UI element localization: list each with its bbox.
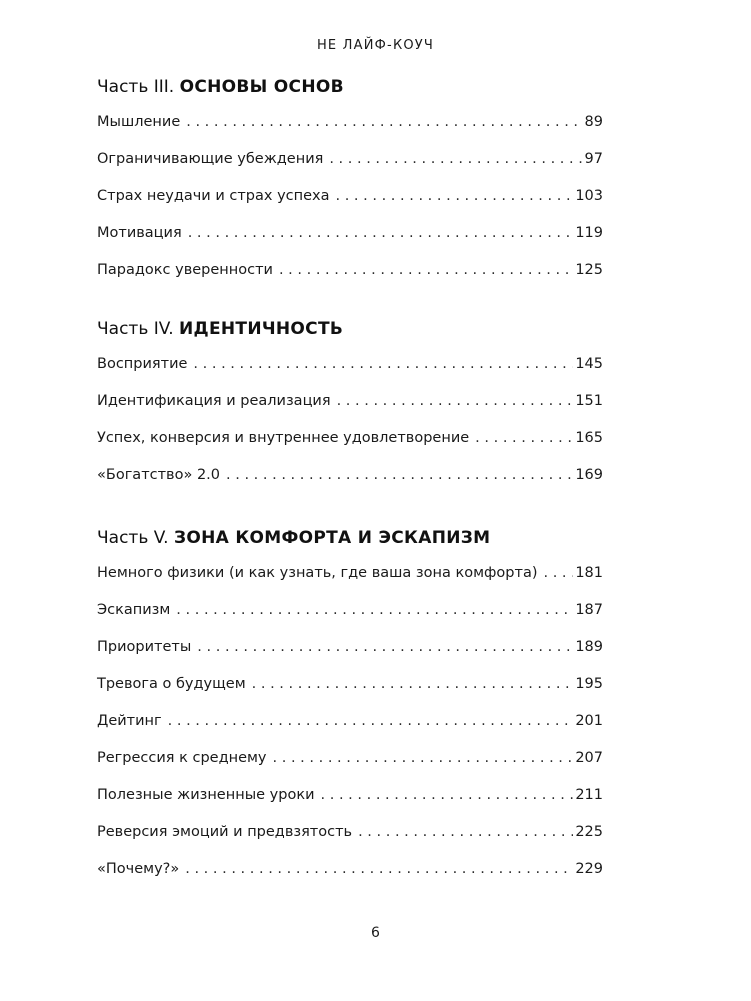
entry-title: Восприятие [97,356,188,372]
entry-page-number: 195 [575,676,603,692]
dot-leader [197,637,573,657]
toc-entry[interactable] [97,785,603,822]
toc-entry[interactable] [97,112,603,149]
dot-leader [273,748,574,768]
entry-page-number: 103 [575,188,603,204]
entry-page-number: 181 [575,565,603,581]
entry-page-number: 151 [575,393,603,409]
dot-leader [321,785,574,805]
dot-leader [168,711,574,731]
toc-entry[interactable] [97,600,603,637]
dot-leader [188,223,574,243]
toc-entry[interactable] [97,391,603,428]
entry-page-number: 189 [575,639,603,655]
entry-title: Мотивация [97,225,182,241]
entry-page-number: 225 [575,824,603,840]
entry-title: Приоритеты [97,639,192,655]
toc-entry[interactable] [97,711,603,748]
part-name: ИДЕНТИЧНОСТЬ [179,319,344,339]
entry-title: Тревога о будущем [97,676,246,692]
part-name: ЗОНА КОМФОРТА И ЭСКАПИЗМ [174,528,491,548]
entry-title: Реверсия эмоций и предвзятость [97,824,353,840]
toc-entry[interactable] [97,354,603,391]
entry-page-number: 125 [575,262,603,278]
entry-title: Идентификация и реализация [97,393,331,409]
entry-title: Ограничивающие убеждения [97,151,324,167]
dot-leader [336,186,574,206]
part-label: Часть IV. [97,319,174,339]
dot-leader [185,859,573,879]
entry-title: Регрессия к среднему [97,750,267,766]
entry-page-number: 207 [575,750,603,766]
dot-leader [226,465,573,485]
entry-page-number: 165 [575,430,603,446]
toc-entry[interactable] [97,748,603,785]
toc-part-5 [97,527,603,896]
toc-entries [97,112,603,297]
entry-page-number: 229 [575,861,603,877]
dot-leader [279,260,573,280]
part-title [97,76,603,98]
dot-leader [358,822,573,842]
part-name: ОСНОВЫ ОСНОВ [179,77,344,97]
dot-leader [475,428,573,448]
entry-page-number: 145 [575,356,603,372]
dot-leader [176,600,573,620]
part-title [97,318,603,340]
entry-page-number: 187 [575,602,603,618]
toc-entries [97,354,603,502]
entry-page-number: 119 [575,225,603,241]
toc-entry[interactable] [97,260,603,297]
toc-entry[interactable] [97,428,603,465]
toc-entry[interactable] [97,859,603,896]
entry-page-number: 89 [584,114,603,130]
dot-leader [252,674,574,694]
toc-part-3 [97,76,603,297]
entry-title: Мышление [97,114,181,130]
entry-title: Немного физики (и как узнать, где ваша зона комфорта) [97,565,538,581]
toc-entries [97,563,603,896]
toc-entry[interactable] [97,822,603,859]
entry-title: «Богатство» 2.0 [97,467,221,483]
part-label: Часть III. [97,77,175,97]
entry-page-number: 201 [575,713,603,729]
part-label: Часть V. [97,528,169,548]
toc-entry[interactable] [97,637,603,674]
dot-leader [186,112,582,132]
toc-entry[interactable] [97,223,603,260]
entry-title: Эскапизм [97,602,171,618]
entry-title: Дейтинг [97,713,162,729]
dot-leader [337,391,574,411]
toc-entry[interactable] [97,563,603,600]
entry-title: Парадокс уверенности [97,262,273,278]
entry-page-number: 97 [584,151,603,167]
dot-leader [329,149,582,169]
entry-title: «Почему?» [97,861,180,877]
entry-title: Страх неудачи и страх успеха [97,188,330,204]
toc-entry[interactable] [97,674,603,711]
running-head: НЕ ЛАЙФ-КОУЧ [316,38,435,53]
entry-title: Полезные жизненные уроки [97,787,315,803]
toc-part-4 [97,318,603,502]
part-title [97,527,603,549]
dot-leader [543,563,573,583]
entry-title: Успех, конверсия и внутреннее удовлетворение [97,430,470,446]
toc-entry[interactable] [97,186,603,223]
entry-page-number: 211 [575,787,603,803]
page-number: 6 [371,925,380,941]
dot-leader [193,354,573,374]
toc-entry[interactable] [97,465,603,502]
entry-page-number: 169 [575,467,603,483]
toc-entry[interactable] [97,149,603,186]
